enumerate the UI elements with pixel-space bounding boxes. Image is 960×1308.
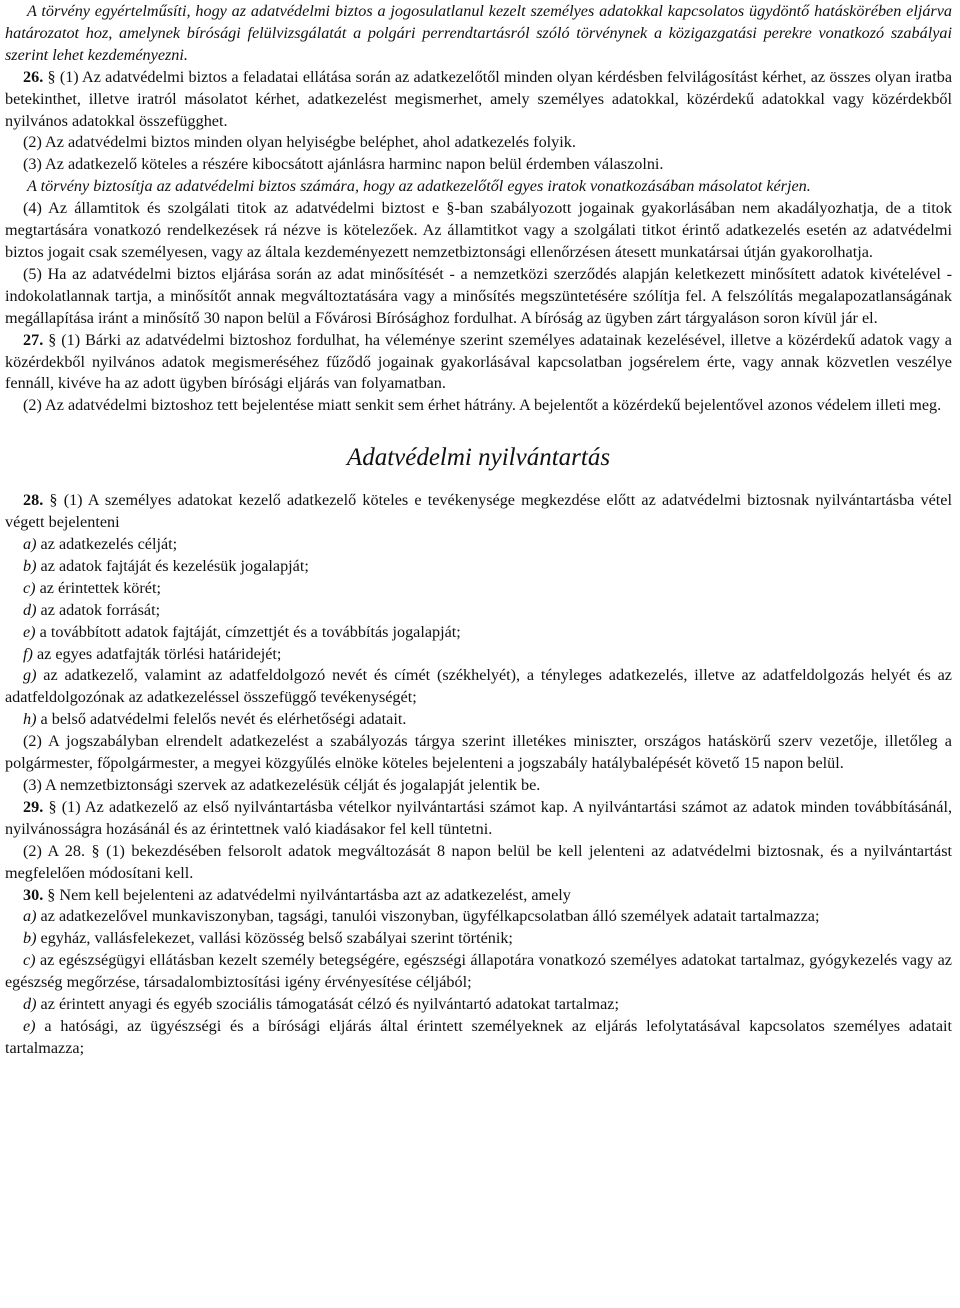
- list-item-marker: d): [23, 600, 37, 619]
- section-26-paragraph-5: (5) Ha az adatvédelmi biztos eljárása során az adat minősítését - a nemzetközi szerződés alapján keletkezett minősített adatok kivételével - indokolatlannak tartja, a minősítőt annak megváltoztatására vagy a minősítés megszüntetésére szólítja fel. A felszólítás megalapozatlanságának megállapítása iránt a minősítő 30 napon belül a Fővárosi Bírósághoz fordulhat. A bíróság az ügyben zárt tárgyaláson soron kívül jár el.: [5, 264, 952, 327]
- section-30-item-list: [5, 906, 952, 1059]
- list-item-marker: e): [23, 622, 36, 641]
- section-28-paragraph-1: [5, 490, 952, 534]
- list-item-text: egyház, vallásfelekezet, vallási közösség belső szabályai szerint történik;: [40, 929, 513, 948]
- commentary-paragraph: [0, 176, 952, 198]
- section-26-paragraph-2: (2) Az adatvédelmi biztos minden olyan helyiségbe beléphet, ahol adatkezelés folyik.: [23, 133, 576, 152]
- list-item-text: az egészségügyi ellátásban kezelt személy betegségére, egészségi állapotára vonatkozó személyes adatokat tartalmaz, gyógykezelés vagy az egészség megőrzése, társadalombiztosítási igény érvényesítése céljából;: [5, 951, 952, 992]
- list-item-marker: g): [23, 666, 37, 685]
- section-28-paragraph-3: (3) A nemzetbiztonsági szervek az adatkezelésük célját és jogalapját jelentik be.: [23, 776, 541, 794]
- list-item-text: az érintettek körét;: [39, 578, 161, 597]
- paragraph-text: § (1) Bárki az adatvédelmi biztoshoz fordulhat, ha véleménye szerint személyes adatainak kezelésével, illetve a közérdekű adatok vagy a közérdekből nyilvános adatok megismeréséhez fűződő jogainak gyakorlásával kapcsolatban jogsérelem érte, vagy annak közvetlen veszélye fennáll, kivéve ha az adott ügyben bírósági eljárás van folyamatban.: [5, 330, 952, 393]
- section-27-paragraph-2: (2) Az adatvédelmi biztoshoz tett bejelentése miatt senkit sem érhet hátrány. A bejelentőt a közérdekű bejelentővel azonos védelem illeti meg.: [23, 396, 942, 415]
- list-item: [5, 556, 952, 578]
- section-30-paragraph-1: [5, 885, 952, 907]
- list-item-marker: f): [23, 644, 33, 663]
- list-item-text: az adatkezelés célját;: [40, 535, 178, 554]
- paragraph-text: § (1) Az adatvédelmi biztos a feladatai ellátása során az adatkezelőtől minden olyan kérdésben felvilágosítást kérhet, az összes olyan iratba betekinthet, illetve iratról másolatot kérhet, adatkezelést megismerhet, amely személyes adatokkal, közérdekű adatokkal vagy közérdekből nyilvános adatokkal összefügghet.: [5, 67, 952, 130]
- section-number: 30.: [23, 885, 44, 904]
- list-item: [5, 1016, 952, 1060]
- section-number: 27.: [23, 330, 44, 349]
- list-item-text: az adatok forrását;: [40, 600, 161, 619]
- list-item-text: a továbbított adatok fajtáját, címzettjét és a továbbítás jogalapját;: [39, 622, 461, 641]
- list-item: [5, 578, 952, 600]
- commentary-text: A törvény biztosítja az adatvédelmi biztos számára, hogy az adatkezelőtől egyes iratok vonatkozásában másolatot kérjen.: [27, 177, 811, 196]
- paragraph-text: § Nem kell bejelenteni az adatvédelmi nyilvántartásba azt az adatkezelést, amely: [47, 885, 571, 904]
- paragraph-text: § (1) A személyes adatokat kezelő adatkezelő köteles e tevékenysége megkezdése előtt az adatvédelmi biztosnak nyilvántartásba vétel végett bejelenteni: [5, 491, 952, 532]
- section-number: 28.: [23, 491, 44, 510]
- list-item: [5, 600, 952, 622]
- list-item: [5, 665, 952, 709]
- list-item: [5, 906, 952, 928]
- list-item-marker: c): [23, 951, 36, 970]
- list-item: [5, 950, 952, 994]
- list-item-marker: h): [23, 710, 37, 729]
- list-item: [5, 709, 952, 731]
- section-29-paragraph-2: (2) A 28. § (1) bekezdésében felsorolt adatok megváltozását 8 napon belül be kell jelenteni az adatvédelmi biztosnak, és a nyilvántartást megfelelően módosítani kell.: [5, 841, 952, 882]
- list-item-text: az adatkezelő, valamint az adatfeldolgozó nevét és címét (székhelyét), a tényleges adatkezelés, illetve az adatfeldolgozás helyét és az adatfeldolgozónak az adatkezeléssel összefüggő tevékenységét;: [5, 666, 952, 707]
- section-29-paragraph-1: [5, 797, 952, 841]
- list-item-text: a belső adatvédelmi felelős nevét és elérhetőségi adatait.: [40, 710, 407, 729]
- section-26-paragraph-3: (3) Az adatkezelő köteles a részére kibocsátott ajánlásra harminc napon belül érdemben válaszolni.: [23, 155, 664, 174]
- list-item-text: a hatósági, az ügyészségi és a bírósági eljárás által érintett személyeknek az eljárás lefolytatásával kapcsolatos személyes adatait tartalmazza;: [5, 1016, 952, 1057]
- commentary-paragraph: [0, 1, 952, 67]
- paragraph-text: § (1) Az adatkezelő az első nyilvántartásba vételkor nyilvántartási számot kap. A nyilvántartási számot az adatok minden továbbításánál, nyilvánosságra hozásánál és az érintettnek való kiadásakor fel kell tüntetni.: [5, 797, 953, 838]
- section-27-paragraph-1: [5, 330, 952, 396]
- list-item: [5, 622, 952, 644]
- list-item-marker: e): [23, 1016, 36, 1035]
- list-item: [5, 928, 952, 950]
- section-28-paragraph-2: (2) A jogszabályban elrendelt adatkezelést a szabályozás tárgya szerint illetékes miniszter, országos hatáskörű szerv vezetője, illetőleg a polgármester, főpolgármester, a megyei közgyűlés elnöke köteles bejelenteni a jogszabály hatálybalépését követő 15 napon belül.: [5, 732, 952, 773]
- list-item: [5, 994, 952, 1016]
- section-26-paragraph-1: [5, 67, 952, 133]
- list-item-marker: d): [23, 995, 37, 1014]
- list-item-marker: c): [23, 578, 36, 597]
- commentary-text: A törvény egyértelműsíti, hogy az adatvédelmi biztos a jogosulatlanul kezelt személyes adatokkal kapcsolatos ügydöntő hatáskörében eljárva határozatot hoz, amelynek bírósági felülvizsgálatát a polgári perrendtartásról szóló törvénynek a közigazgatási perekre vonatkozó szabályai szerint lehet kezdeményezni.: [5, 2, 952, 64]
- list-item-marker: b): [23, 929, 37, 948]
- list-item-text: az adatok fajtáját és kezelésük jogalapját;: [40, 556, 309, 575]
- list-item-marker: a): [23, 535, 37, 554]
- list-item-marker: b): [23, 556, 37, 575]
- section-number: 29.: [23, 797, 44, 816]
- list-item-text: az egyes adatfajták törlési határidejét;: [36, 644, 282, 663]
- list-item: [5, 534, 952, 556]
- section-number: 26.: [23, 67, 44, 86]
- list-item-text: az érintett anyagi és egyéb szociális támogatását célzó és nyilvántartó adatokat tartalmaz;: [40, 995, 619, 1014]
- list-item: [5, 644, 952, 666]
- list-item-text: az adatkezelővel munkaviszonyban, tagsági, tanulói viszonyban, ügyfélkapcsolatban álló személyek adatait tartalmazza;: [40, 907, 820, 926]
- section-28-item-list: [5, 534, 952, 731]
- list-item-marker: a): [23, 907, 37, 926]
- section-heading: Adatvédelmi nyilvántartás: [346, 444, 611, 472]
- section-26-paragraph-4: (4) Az államtitok és szolgálati titok az adatvédelmi biztost e §-ban szabályozott jogainak gyakorlásában nem akadályozhatja, de a titok megtartására vonatkozó rendelkezések rá nézve is kötelezőek. Az államtitkot vagy a szolgálati titkot érintő adatkezelés esetén az adatvédelmi biztos jogait csak személyesen, vagy az általa kezdeményezett nemzetbiztonsági ellenőrzésen átesett munkatársai útján gyakorolhatja.: [5, 199, 952, 261]
